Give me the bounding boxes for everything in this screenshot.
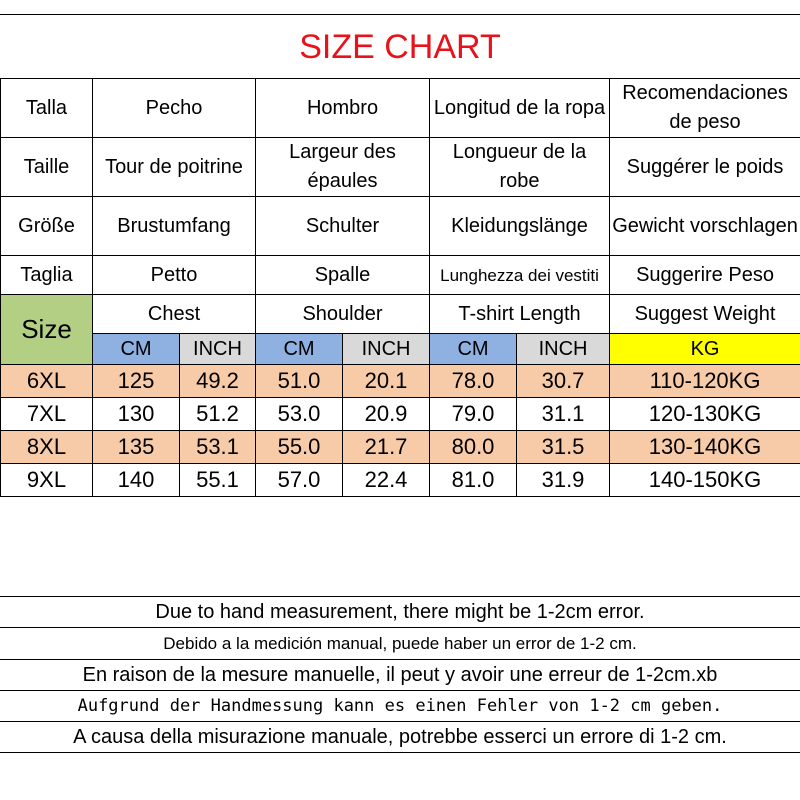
table-row [1,398,800,431]
length-header: Longueur de la robe [430,138,610,197]
weight-header: Suggest Weight [610,295,800,334]
size-cell: 6XL [1,365,93,398]
note-german: Aufgrund der Handmessung kann es einen Fehler von 1-2 cm geben. [0,691,800,722]
length-inch-cell: 31.1 [517,398,610,431]
weight-cell: 140-150KG [610,464,800,497]
note-italian: A causa della misurazione manuale, potrebbe esserci un errore di 1-2 cm. [0,722,800,753]
length-cm-cell: 78.0 [430,365,517,398]
shoulder-header: Shoulder [256,295,430,334]
chest-header: Chest [93,295,256,334]
unit-cm: CM [430,334,517,365]
unit-inch: INCH [180,334,256,365]
size-chart-table [0,78,800,497]
unit-inch: INCH [517,334,610,365]
weight-cell: 120-130KG [610,398,800,431]
header-row-french [1,138,800,197]
page-title: SIZE CHART [0,14,800,79]
chest-inch-cell: 49.2 [180,365,256,398]
shoulder-inch-cell: 20.1 [343,365,430,398]
weight-cell: 110-120KG [610,365,800,398]
chest-header: Petto [93,256,256,295]
chest-inch-cell: 55.1 [180,464,256,497]
length-inch-cell: 31.5 [517,431,610,464]
header-row-english [1,295,800,334]
chest-cm-cell: 140 [93,464,180,497]
unit-cm: CM [93,334,180,365]
chest-inch-cell: 51.2 [180,398,256,431]
measurement-notes [0,596,800,753]
unit-inch: INCH [343,334,430,365]
shoulder-cm-cell: 55.0 [256,431,343,464]
table-row [1,464,800,497]
weight-cell: 130-140KG [610,431,800,464]
table-row [1,365,800,398]
size-header: Talla [1,79,93,138]
shoulder-inch-cell: 20.9 [343,398,430,431]
shoulder-header: Hombro [256,79,430,138]
length-header: Kleidungslänge [430,197,610,256]
shoulder-header: Schulter [256,197,430,256]
weight-header: Gewicht vorschlagen [610,197,800,256]
weight-header: Suggérer le poids [610,138,800,197]
length-header: Lunghezza dei vestiti [430,256,610,295]
unit-row [1,334,800,365]
size-header: Größe [1,197,93,256]
header-row-german [1,197,800,256]
size-header: Taille [1,138,93,197]
note-spanish: Debido a la medición manual, puede haber un error de 1-2 cm. [0,628,800,660]
unit-kg: KG [610,334,800,365]
length-cm-cell: 81.0 [430,464,517,497]
table-row [1,431,800,464]
header-row-italian [1,256,800,295]
shoulder-inch-cell: 21.7 [343,431,430,464]
chest-cm-cell: 125 [93,365,180,398]
weight-header: Recomendaciones de peso [610,79,800,138]
chest-inch-cell: 53.1 [180,431,256,464]
length-inch-cell: 30.7 [517,365,610,398]
shoulder-cm-cell: 53.0 [256,398,343,431]
shoulder-inch-cell: 22.4 [343,464,430,497]
shoulder-cm-cell: 51.0 [256,365,343,398]
chest-header: Tour de poitrine [93,138,256,197]
chest-header: Brustumfang [93,197,256,256]
chest-header: Pecho [93,79,256,138]
length-inch-cell: 31.9 [517,464,610,497]
header-row-spanish [1,79,800,138]
size-cell: 8XL [1,431,93,464]
shoulder-header: Spalle [256,256,430,295]
note-english: Due to hand measurement, there might be 1-2cm error. [0,597,800,628]
shoulder-header: Largeur des épaules [256,138,430,197]
length-cm-cell: 80.0 [430,431,517,464]
size-label: Size [1,295,93,365]
size-cell: 9XL [1,464,93,497]
length-header: Longitud de la ropa [430,79,610,138]
chest-cm-cell: 135 [93,431,180,464]
shoulder-cm-cell: 57.0 [256,464,343,497]
size-cell: 7XL [1,398,93,431]
length-cm-cell: 79.0 [430,398,517,431]
note-french: En raison de la mesure manuelle, il peut y avoir une erreur de 1-2cm.xb [0,660,800,691]
length-header: T-shirt Length [430,295,610,334]
weight-header: Suggerire Peso [610,256,800,295]
size-header: Taglia [1,256,93,295]
chest-cm-cell: 130 [93,398,180,431]
unit-cm: CM [256,334,343,365]
